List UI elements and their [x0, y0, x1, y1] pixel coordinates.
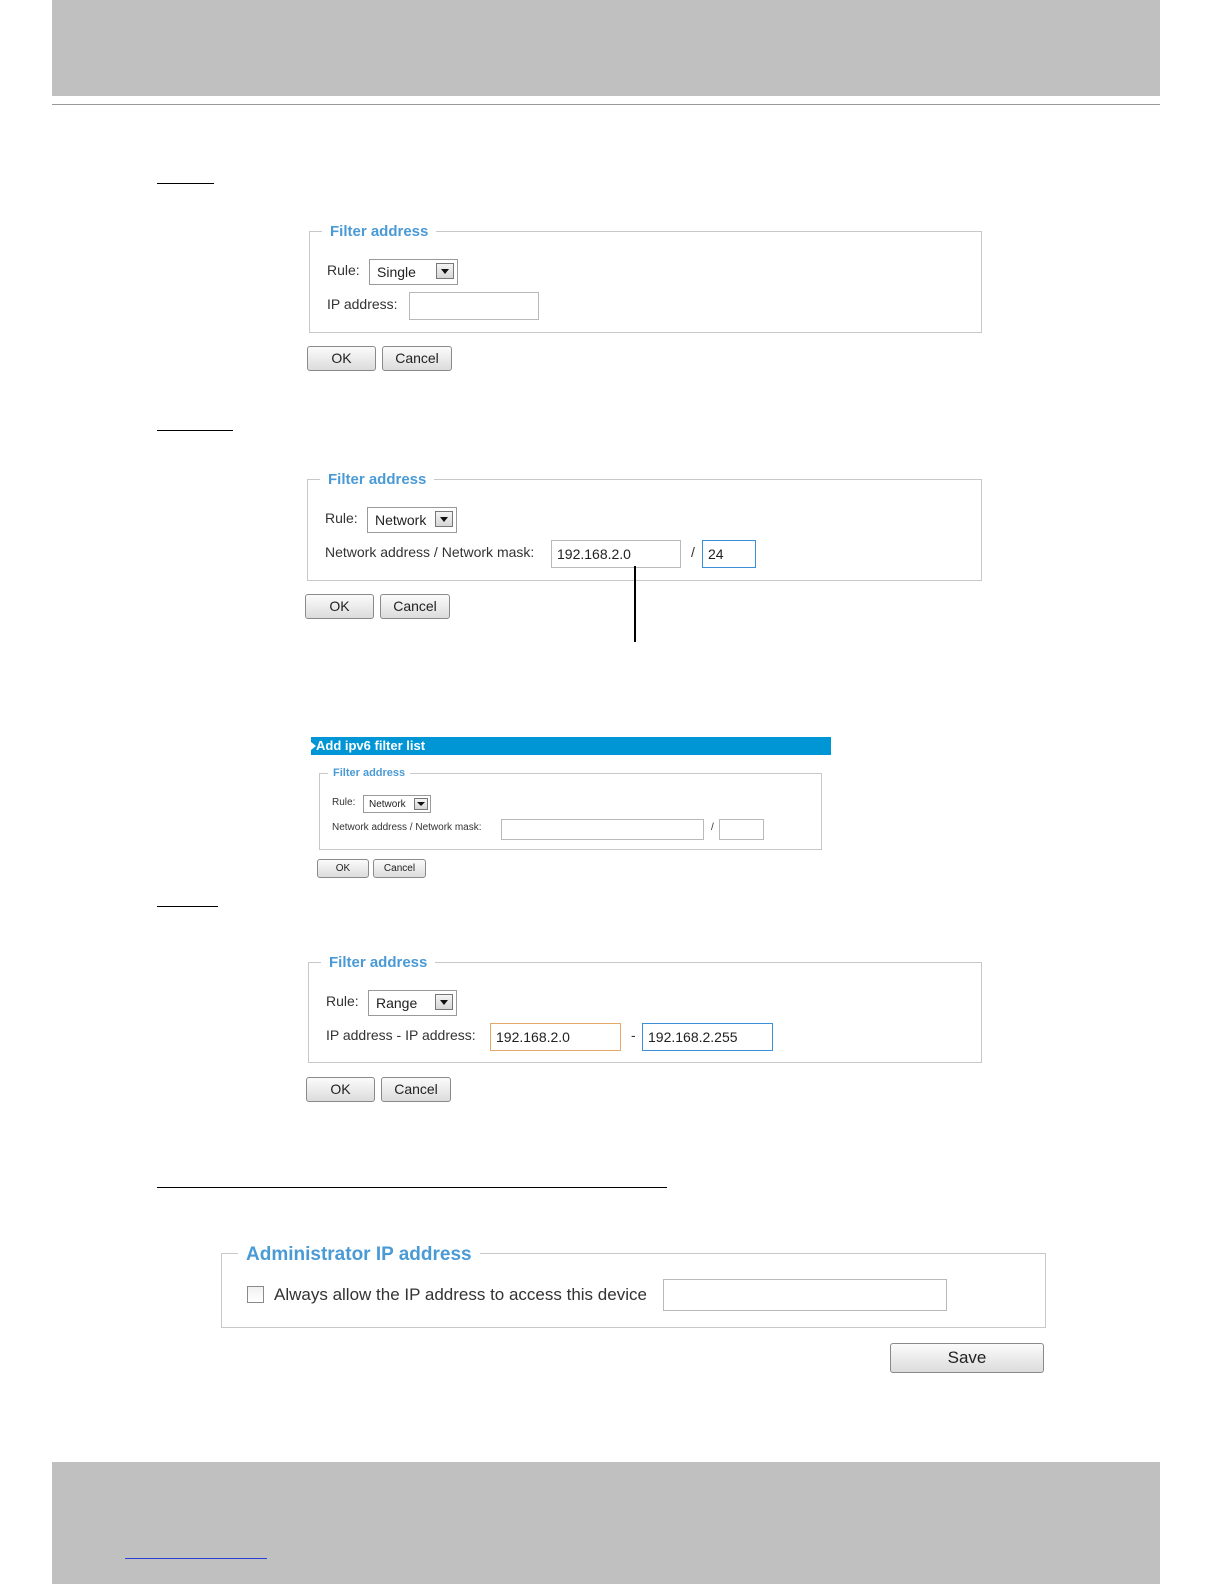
- header-rule: [52, 104, 1160, 105]
- ipv6-address-input[interactable]: [501, 819, 704, 840]
- network-mask-value: 24: [708, 546, 724, 562]
- chevron-down-icon[interactable]: [435, 511, 453, 527]
- range-ip-label: IP address - IP address:: [326, 1027, 476, 1043]
- admin-allow-label: Always allow the IP address to access this device: [274, 1285, 647, 1304]
- range-rule-label: Rule:: [326, 993, 359, 1009]
- ipv6-ok-button[interactable]: OK: [317, 859, 369, 878]
- ipv6-rule-value: Network: [369, 799, 406, 810]
- single-rule-select[interactable]: [369, 259, 458, 285]
- network-rule-select[interactable]: [367, 507, 457, 533]
- single-cancel-button[interactable]: Cancel: [382, 346, 452, 371]
- range-cancel-button[interactable]: Cancel: [381, 1077, 451, 1102]
- range-filter-legend: Filter address: [321, 954, 435, 971]
- single-rule-value: Single: [377, 264, 416, 280]
- chevron-down-icon[interactable]: [414, 798, 428, 810]
- ipv6-address-label: Network address / Network mask:: [332, 822, 482, 833]
- network-slash: /: [691, 544, 695, 560]
- range-end-value: 192.168.2.255: [648, 1029, 738, 1045]
- network-cancel-button[interactable]: Cancel: [380, 594, 450, 619]
- admin-ip-input[interactable]: [663, 1279, 947, 1311]
- heading-underline-admin: [157, 1187, 667, 1188]
- range-dash: -: [631, 1027, 636, 1043]
- chevron-down-icon[interactable]: [436, 263, 454, 279]
- network-rule-value: Network: [375, 512, 427, 528]
- network-rule-label: Rule:: [325, 510, 358, 526]
- network-filter-legend: Filter address: [320, 471, 434, 488]
- ipv6-filter-legend: Filter address: [328, 767, 410, 779]
- chevron-down-icon[interactable]: [435, 994, 453, 1010]
- single-ip-label: IP address:: [327, 296, 398, 312]
- range-rule-value: Range: [376, 995, 418, 1011]
- range-rule-select[interactable]: [368, 990, 457, 1016]
- ipv6-rule-select[interactable]: [363, 795, 431, 813]
- ipv6-slash: /: [711, 822, 714, 833]
- admin-allow-checkbox[interactable]: [247, 1286, 264, 1303]
- network-address-value: 192.168.2.0: [557, 546, 631, 562]
- range-start-input[interactable]: [490, 1023, 621, 1051]
- network-ok-button[interactable]: OK: [305, 594, 374, 619]
- admin-ip-legend: Administrator IP address: [238, 1244, 480, 1266]
- callout-line: [634, 566, 636, 642]
- range-end-input[interactable]: [642, 1023, 773, 1051]
- network-address-label: Network address / Network mask:: [325, 544, 535, 560]
- ipv6-rule-label: Rule:: [332, 797, 356, 808]
- single-filter-legend: Filter address: [322, 223, 436, 240]
- page-footer-band: [52, 1462, 1160, 1584]
- ipv6-title: Add ipv6 filter list: [316, 738, 426, 753]
- single-ok-button[interactable]: OK: [307, 346, 376, 371]
- save-button[interactable]: Save: [890, 1343, 1044, 1373]
- ipv6-cancel-button[interactable]: Cancel: [373, 859, 426, 878]
- heading-underline-network: [157, 430, 233, 431]
- single-ip-input[interactable]: [409, 292, 539, 320]
- network-mask-input[interactable]: [702, 540, 756, 568]
- ipv6-arrow-icon: [311, 742, 316, 750]
- range-start-value: 192.168.2.0: [496, 1029, 570, 1045]
- footer-link-underline: [125, 1558, 267, 1559]
- ipv6-mask-input[interactable]: [719, 819, 764, 840]
- range-ok-button[interactable]: OK: [306, 1077, 375, 1102]
- heading-underline-range: [157, 906, 218, 907]
- network-address-input[interactable]: [551, 540, 681, 568]
- page-header-band: [52, 0, 1160, 96]
- heading-underline-single: [157, 183, 214, 184]
- single-rule-label: Rule:: [327, 262, 360, 278]
